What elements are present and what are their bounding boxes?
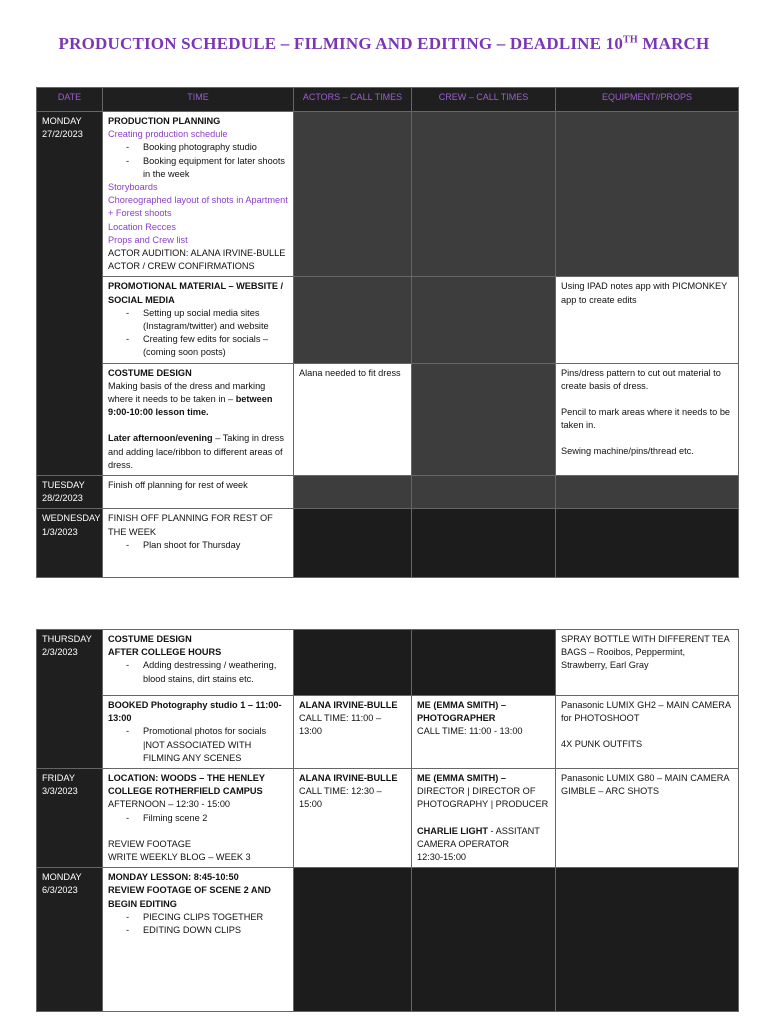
date-label: 28/2/2023 bbox=[42, 493, 83, 504]
bullet-list bbox=[108, 539, 288, 552]
table-row bbox=[37, 277, 739, 363]
table-row bbox=[37, 868, 739, 1012]
task-text: Finish off planning for rest of week bbox=[108, 480, 248, 491]
task-text: REVIEW FOOTAGE bbox=[108, 838, 192, 849]
date-cell-friday bbox=[37, 769, 103, 868]
table-row bbox=[37, 476, 739, 509]
list-item: - Promotional photos for socials |NOT ASSOCIATED WITH FILMING ANY SCENES bbox=[124, 725, 288, 765]
section-heading: BOOKED Photography studio 1 – 11:00-13:00 bbox=[108, 700, 282, 724]
crew-cell bbox=[412, 112, 556, 277]
crew-role: DIRECTOR | DIRECTOR OF PHOTOGRAPHY | PRODUCER bbox=[417, 786, 549, 810]
equipment-text: Pencil to mark areas where it needs to be taken in. bbox=[561, 407, 731, 431]
date-label: 27/2/2023 bbox=[42, 129, 83, 140]
time-cell-editing bbox=[103, 868, 294, 1012]
time-cell bbox=[103, 509, 294, 578]
day-label: WEDNESDAY bbox=[42, 513, 101, 524]
date-label: 3/3/2023 bbox=[42, 786, 78, 797]
task-text: WRITE WEEKLY BLOG – WEEK 3 bbox=[108, 852, 251, 863]
equipment-cell bbox=[556, 277, 739, 363]
list-item: - Filming scene 2 bbox=[124, 812, 288, 825]
actors-cell bbox=[294, 509, 412, 578]
equipment-cell bbox=[556, 630, 739, 696]
time-cell-filming bbox=[103, 769, 294, 868]
crew-entry bbox=[417, 825, 550, 851]
title-text: PRODUCTION SCHEDULE – FILMING AND EDITING – DEADLINE 10 bbox=[58, 34, 624, 53]
equipment-cell bbox=[556, 509, 739, 578]
task-text: ACTOR AUDITION: ALANA IRVINE-BULLE bbox=[108, 248, 286, 259]
time-cell-costume bbox=[103, 363, 294, 475]
header-time: TIME bbox=[103, 88, 294, 112]
schedule-table-week-part-2 bbox=[36, 629, 739, 1012]
actors-cell bbox=[294, 769, 412, 868]
table-row bbox=[37, 696, 739, 769]
bullet-list bbox=[108, 141, 288, 181]
list-item: - EDITING DOWN CLIPS bbox=[124, 924, 288, 937]
day-label: FRIDAY bbox=[42, 773, 76, 784]
equipment-text: Panasonic LUMIX GH2 – MAIN CAMERA for PHOTOSHOOT bbox=[561, 700, 731, 724]
task-text: Choreographed layout of shots in Apartment + Forest shoots bbox=[108, 195, 288, 219]
list-item: - Creating few edits for socials – (coming soon posts) bbox=[124, 333, 288, 359]
equipment-cell bbox=[556, 363, 739, 475]
equipment-text: Panasonic LUMIX G80 – MAIN CAMERA bbox=[561, 773, 730, 784]
bullet-list bbox=[108, 911, 288, 937]
date-cell-monday-2 bbox=[37, 868, 103, 1012]
header-equipment: EQUIPMENT//PROPS bbox=[556, 88, 739, 112]
call-time: CALL TIME: 11:00 – 13:00 bbox=[299, 713, 382, 737]
section-heading: MONDAY LESSON: 8:45-10:50 bbox=[108, 872, 239, 883]
crew-cell bbox=[412, 769, 556, 868]
section-heading: COSTUME DESIGN bbox=[108, 367, 192, 378]
actors-cell bbox=[294, 868, 412, 1012]
bullet-list bbox=[108, 307, 288, 360]
crew-cell bbox=[412, 363, 556, 475]
crew-cell bbox=[412, 509, 556, 578]
actors-cell bbox=[294, 476, 412, 509]
header-crew: CREW – CALL TIMES bbox=[412, 88, 556, 112]
day-label: MONDAY bbox=[42, 872, 82, 883]
date-label: 1/3/2023 bbox=[42, 526, 78, 537]
call-time: CALL TIME: 11:00 - 13:00 bbox=[417, 726, 523, 737]
task-text-part: – Taking in dress and adding lace/ribbon to different areas of dress. bbox=[108, 433, 284, 470]
equipment-text: Using IPAD notes app with PICMONKEY app to create edits bbox=[561, 281, 728, 305]
actors-cell bbox=[294, 112, 412, 277]
time-cell-production-planning bbox=[103, 112, 294, 277]
task-text bbox=[108, 432, 288, 472]
table-row bbox=[37, 509, 739, 578]
list-item: - Booking photography studio bbox=[124, 141, 288, 154]
actors-cell bbox=[294, 363, 412, 475]
crew-role: - ASSITANT CAMERA OPERATOR bbox=[417, 825, 540, 849]
task-time-bold: between 9:00-10:00 lesson time. bbox=[108, 394, 273, 418]
bullet-list bbox=[108, 725, 288, 765]
section-heading: PROMOTIONAL MATERIAL – WEBSITE / SOCIAL MEDIA bbox=[108, 281, 284, 305]
actors-cell bbox=[294, 277, 412, 363]
equipment-text: Pins/dress pattern to cut out material to create basis of dress. bbox=[561, 367, 721, 391]
date-cell-wednesday bbox=[37, 509, 103, 578]
equipment-text: Sewing machine/pins/thread etc. bbox=[561, 446, 694, 457]
header-date: DATE bbox=[37, 88, 103, 112]
time-cell bbox=[103, 476, 294, 509]
crew-name: CHARLIE LIGHT bbox=[417, 825, 488, 836]
task-text: Props and Crew list bbox=[108, 234, 188, 245]
call-time: 12:30-15:00 bbox=[417, 852, 467, 863]
equipment-text: SPRAY BOTTLE WITH DIFFERENT TEA BAGS – Rooibos, Peppermint, Strawberry, Earl Gray bbox=[561, 634, 730, 671]
day-label: TUESDAY bbox=[42, 480, 85, 491]
task-text-part: Making basis of the dress and marking where it needs to be taken in – bbox=[108, 380, 266, 405]
table-row bbox=[37, 769, 739, 868]
list-item: - PIECING CLIPS TOGETHER bbox=[124, 911, 288, 924]
actors-cell bbox=[294, 630, 412, 696]
section-heading: COSTUME DESIGN bbox=[108, 634, 192, 644]
equipment-cell bbox=[556, 769, 739, 868]
table-row bbox=[37, 630, 739, 696]
page-title bbox=[0, 34, 768, 54]
section-heading: PRODUCTION PLANNING bbox=[108, 116, 221, 126]
header-row bbox=[37, 88, 739, 112]
time-cell-promotional bbox=[103, 277, 294, 363]
task-time-bold: Later afternoon/evening bbox=[108, 433, 213, 444]
actors-cell bbox=[294, 696, 412, 769]
task-text bbox=[108, 380, 288, 420]
call-time: CALL TIME: 12:30 – 15:00 bbox=[299, 786, 382, 810]
task-text: Location Recces bbox=[108, 221, 176, 232]
equipment-cell bbox=[556, 112, 739, 277]
actor-note: Alana needed to fit dress bbox=[299, 367, 401, 378]
time-cell-costume bbox=[103, 630, 294, 696]
task-text: ACTOR / CREW CONFIRMATIONS bbox=[108, 261, 255, 272]
equipment-cell bbox=[556, 696, 739, 769]
section-heading: FINISH OFF PLANNING FOR REST OF THE WEEK bbox=[108, 513, 273, 537]
crew-cell bbox=[412, 696, 556, 769]
list-item: - Plan shoot for Thursday bbox=[124, 539, 288, 552]
equipment-cell bbox=[556, 476, 739, 509]
equipment-text: GIMBLE – ARC SHOTS bbox=[561, 786, 660, 797]
equipment-text: 4X PUNK OUTFITS bbox=[561, 739, 643, 750]
date-label: 2/3/2023 bbox=[42, 647, 78, 658]
crew-name: ME (EMMA SMITH) – PHOTOGRAPHER bbox=[417, 700, 506, 724]
bullet-list bbox=[108, 659, 288, 685]
list-item: - Adding destressing / weathering, blood stains, dirt stains etc. bbox=[124, 659, 288, 685]
section-heading: LOCATION: WOODS – THE HENLEY COLLEGE ROTHERFIELD CAMPUS bbox=[108, 773, 265, 797]
crew-cell bbox=[412, 868, 556, 1012]
section-subheading: REVIEW FOOTAGE OF SCENE 2 AND BEGIN EDITING bbox=[108, 885, 271, 909]
title-tail: MARCH bbox=[637, 34, 710, 53]
date-cell-tuesday bbox=[37, 476, 103, 509]
task-text: AFTERNOON – 12:30 - 15:00 bbox=[108, 799, 231, 810]
date-cell-monday bbox=[37, 112, 103, 476]
date-label: 6/3/2023 bbox=[42, 885, 78, 896]
list-item: - Booking equipment for later shoots in the week bbox=[124, 155, 288, 181]
task-text: Creating production schedule bbox=[108, 129, 228, 140]
time-cell-photoshoot bbox=[103, 696, 294, 769]
crew-cell bbox=[412, 476, 556, 509]
day-label: MONDAY bbox=[42, 116, 82, 126]
actor-name: ALANA IRVINE-BULLE bbox=[299, 773, 398, 784]
list-item: - Setting up social media sites (Instagram/twitter) and website bbox=[124, 307, 288, 333]
day-label: THURSDAY bbox=[42, 634, 92, 644]
equipment-cell bbox=[556, 868, 739, 1012]
header-actors: ACTORS – CALL TIMES bbox=[294, 88, 412, 112]
table-row bbox=[37, 112, 739, 277]
date-cell-thursday bbox=[37, 630, 103, 769]
schedule-table-week-part-1 bbox=[36, 87, 739, 578]
crew-cell bbox=[412, 630, 556, 696]
task-text: Storyboards bbox=[108, 182, 158, 193]
crew-cell bbox=[412, 277, 556, 363]
section-subheading: AFTER COLLEGE HOURS bbox=[108, 647, 222, 658]
bullet-list bbox=[108, 812, 288, 825]
crew-name: ME (EMMA SMITH) – bbox=[417, 773, 506, 784]
table-row bbox=[37, 363, 739, 475]
title-superscript: TH bbox=[623, 34, 638, 46]
actor-name: ALANA IRVINE-BULLE bbox=[299, 700, 398, 710]
